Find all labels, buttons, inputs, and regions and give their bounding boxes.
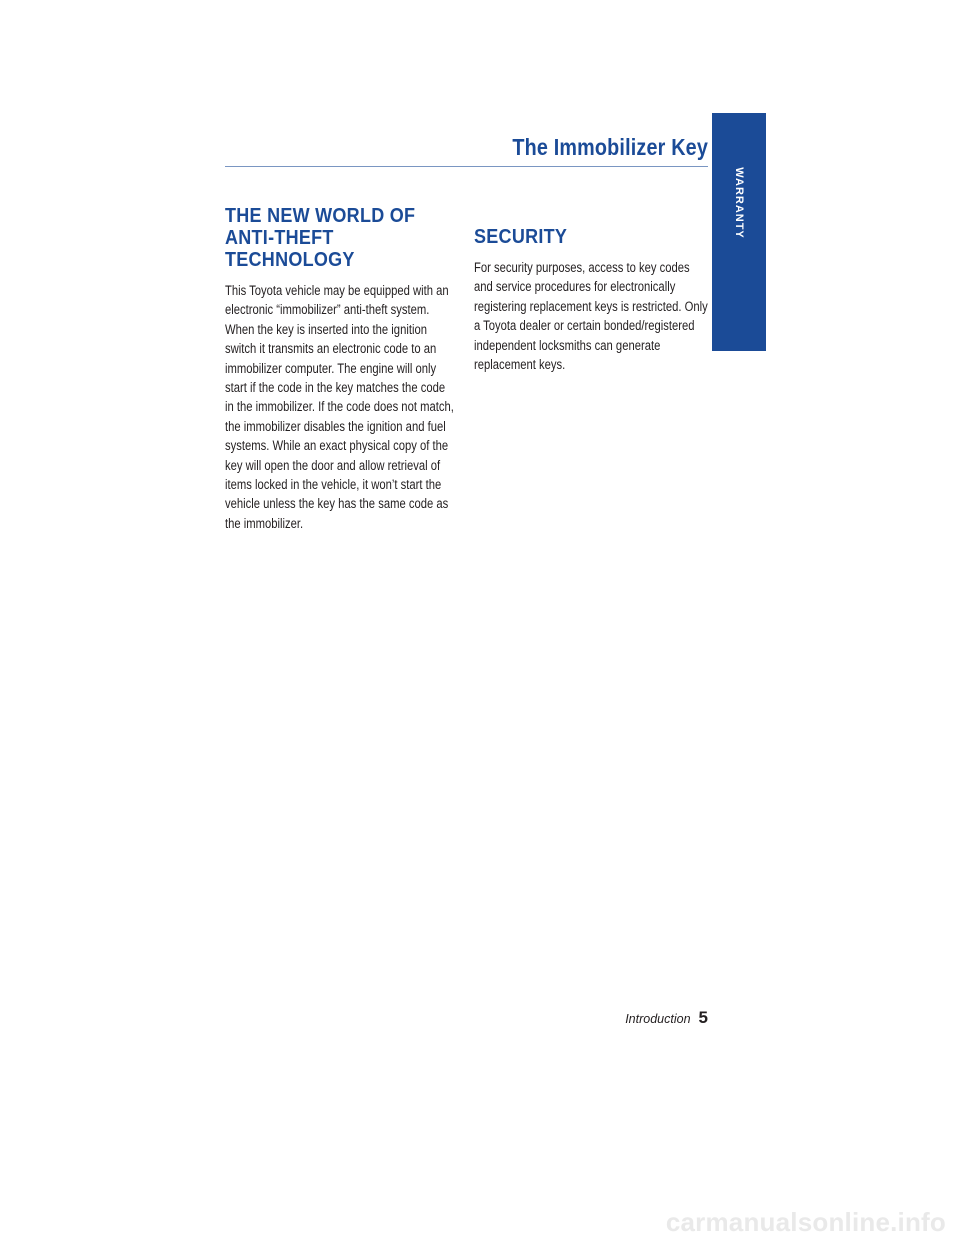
footer-section-name: Introduction [625,1012,691,1026]
section-heading-anti-theft: THE NEW WORLD OF ANTI-THEFT TECHNOLOGY [225,205,416,271]
section-security [474,226,708,374]
page-title: The Immobilizer Key [512,134,708,160]
watermark: carmanualsonline.info [665,1207,946,1237]
section-heading-security: SECURITY [474,226,568,248]
section-tab-label: WARRANTY [733,167,745,239]
section-tab [712,113,766,351]
section-anti-theft [225,205,457,533]
page-number: 5 [698,1008,708,1027]
section-body-anti-theft: This Toyota vehicle may be equipped with an electronic “immobilizer” anti-theft system. When the key is inserted into the ignition switch it transmits an electronic code to an immobilizer computer. The engine will only start if the code in the key matches the code in the immobilizer. If the code does not match, the immobilizer disables the ignition and fuel systems. While an exact physical copy of the key will open the door and allow retrieval of items locked in the vehicle, it won’t start the vehicle unless the key has the same code as the immobilizer. [225,283,454,531]
title-divider [225,166,708,167]
section-body-security: For security purposes, access to key codes and service procedures for electronically registering replacement keys is restricted. Only a Toyota dealer or certain bonded/registered independent locksmiths can generate replacement keys. [474,260,708,373]
page-footer [625,1008,708,1028]
